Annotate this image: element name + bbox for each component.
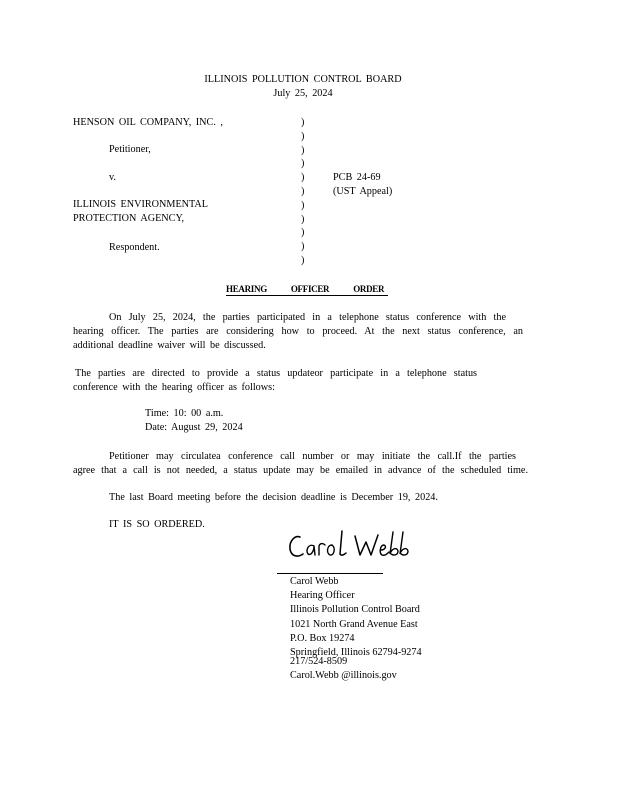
petitioner-name: HENSON OIL COMPANY, INC. , — [73, 117, 223, 128]
paragraph-3-line-2: agree that a call is not needed, a status update may be emailed in advance of the scheduled time. — [73, 465, 528, 476]
signer-address-city: Springfield, Illinois 62794-9274 — [290, 646, 422, 658]
caption-parentheses: ) ) ) ) ) ) ) ) ) ) ) — [301, 117, 305, 266]
signer-email[interactable]: Carol.Webb @illinois.gov — [290, 670, 397, 682]
handwritten-signature — [286, 528, 416, 566]
respondent-label: Respondent. — [109, 242, 160, 253]
signer-phone: 217/524-8509 — [290, 656, 348, 668]
paragraph-2-line-2: conference with the hearing officer as follows: — [73, 382, 275, 393]
versus-label: v. — [109, 172, 116, 183]
paragraph-1-line-3: additional deadline waiver will be discussed. — [73, 340, 266, 351]
case-type: (UST Appeal) — [333, 186, 393, 197]
respondent-name-line2: PROTECTION AGENCY, — [73, 213, 185, 224]
paragraph-4: The last Board meeting before the decision deadline is December 19, 2024. — [109, 492, 438, 503]
conference-time: Time: 10: 00 a.m. — [145, 408, 224, 419]
signer-address-pobox: P.O. Box 19274 — [290, 632, 355, 644]
petitioner-label: Petitioner, — [109, 144, 151, 155]
board-name: ILLINOIS POLLUTION CONTROL BOARD — [204, 74, 402, 85]
signer-name: Carol Webb — [290, 576, 339, 587]
signature-line — [277, 573, 383, 574]
signer-address-street: 1021 North Grand Avenue East — [290, 618, 418, 630]
conference-date: Date: August 29, 2024 — [145, 422, 243, 433]
paragraph-2-line-1: The parties are directed to provide a status updateor participate in a telephone status — [75, 368, 477, 379]
order-date: July 25, 2024 — [273, 88, 333, 99]
order-title: HEARING OFFICER ORDER — [226, 283, 388, 296]
paragraph-1-line-1: On July 25, 2024, the parties participated in a telephone status conference with the — [109, 312, 506, 323]
so-ordered: IT IS SO ORDERED. — [109, 519, 205, 530]
paragraph-3-line-1: Petitioner may circulatea conference call number or may initiate the call.If the parties — [109, 451, 516, 462]
signer-organization: Illinois Pollution Control Board — [290, 604, 420, 616]
respondent-name-line1: ILLINOIS ENVIRONMENTAL — [73, 199, 209, 210]
paragraph-1-line-2: hearing officer. The parties are considering how to proceed. At the next status conference, an — [73, 326, 523, 337]
signer-title: Hearing Officer — [290, 590, 355, 602]
signature-block — [290, 575, 422, 684]
case-number: PCB 24-69 — [333, 172, 381, 183]
